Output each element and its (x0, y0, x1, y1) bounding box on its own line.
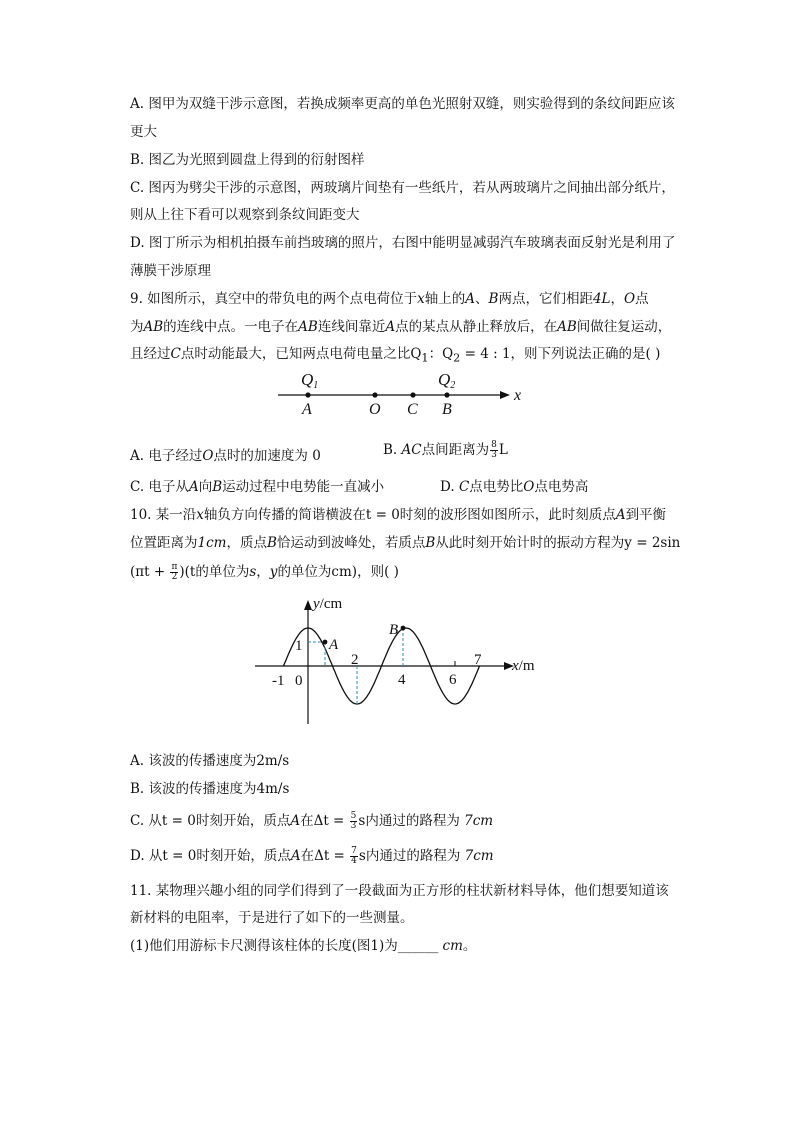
fraction-5-3: $\frac{5}{3}$ (350, 811, 357, 831)
q10-wave-figure (250, 592, 550, 727)
wave-y-arrow (304, 600, 312, 610)
q10-stem-line2: 位置距离为1cm，质点B恰运动到波峰处，若质点B从此时刻开始计时的振动方程为y = 2sin (130, 535, 681, 551)
label-c: C (407, 401, 418, 418)
q8-option-a-line2: 更大 (130, 124, 157, 140)
point-a-dot (305, 392, 310, 397)
label-1: 1 (295, 638, 303, 654)
q9-stem-line1: 9. 如图所示，真空中的带负电的两个点电荷位于x轴上的A、B两点，它们相距4L，O点 (130, 291, 649, 307)
label-6: 6 (449, 672, 457, 688)
label-4: 4 (398, 672, 406, 688)
q8-option-c-line2: 则从上往下看可以观察到条纹间距变大 (130, 207, 360, 223)
q11-stem-line1: 11. 某物理兴趣小组的同学们得到了一段截面为正方形的柱状新材料导体，他们想要知道该 (130, 883, 669, 899)
point-a-dot (323, 640, 328, 645)
label-q2: Q2 (438, 370, 456, 391)
q8-option-d-line2: 薄膜干涉原理 (130, 263, 211, 279)
q8-option-d-line1: D. 图丁所示为相机拍摄车前挡玻璃的照片，右图中能明显减弱汽车玻璃表面反射光是利用了 (130, 235, 676, 251)
q9-stem-line2: 为AB的连线中点。一电子在AB连线间靠近A点的某点从静止释放后，在AB间做往复运动， (130, 319, 672, 335)
fraction-8-3: $\frac{8}{3}$ (491, 440, 497, 460)
q10-stem-line1: 10. 某一沿x轴负方向传播的简谐横波在t = 0时刻的波形图如图所示，此时刻质点A到平衡 (130, 507, 667, 523)
q11-part1: (1)他们用游标卡尺测得该柱体的长度(图1)为______ cm。 (130, 938, 477, 954)
label-0: 0 (295, 673, 303, 689)
label-a: A (302, 401, 312, 418)
label-2: 2 (351, 652, 359, 668)
label-o: O (369, 401, 381, 418)
point-c-dot (410, 392, 415, 397)
point-b-dot (401, 626, 406, 631)
point-o-dot (372, 392, 377, 397)
q8-option-b: B. 图乙为光照到圆盘上得到的衍射图样 (130, 152, 365, 168)
fraction-pi-2: $\frac{\pi}{2}$ (171, 562, 178, 582)
q9-option-a: A. 电子经过O点时的加速度为 0 (130, 448, 321, 464)
x-axis-arrow (500, 391, 510, 399)
q10-option-d: D. 从t = 0时刻开始，质点A在Δt = $\frac{7}{4}$ s内通过的路程为 7cm (130, 846, 494, 866)
label-7: 7 (474, 652, 482, 668)
x-axis-label: x/m (512, 658, 535, 674)
q10-option-c: C. 从t = 0时刻开始，质点A在Δt = $\frac{5}{3}$ s内通过的路程为 7cm (130, 811, 494, 831)
q10-option-a: A. 该波的传播速度为2m/s (130, 753, 290, 769)
y-axis-label: y/cm (313, 596, 343, 612)
q8-option-a-line1: A. 图甲为双缝干涉示意图，若换成频率更高的单色光照射双缝，则实验得到的条纹间距应该 (130, 96, 675, 112)
label-minus1: -1 (272, 673, 285, 689)
label-b: B (442, 401, 452, 418)
q11-stem-line2: 新材料的电阻率，于是进行了如下的一些测量。 (130, 910, 414, 926)
q9-charge-figure (270, 365, 530, 420)
q9-stem-line3: 且经过C点时动能最大，已知两点电荷电量之比$Q_1$：$Q_2 = 4$ : 1，则下列说法正确的是( ) (130, 346, 661, 365)
answer-blank[interactable]: ______ (397, 938, 439, 954)
label-point-b: B (389, 622, 399, 638)
q10-option-b: B. 该波的传播速度为4m/s (130, 781, 290, 797)
q9-option-c: C. 电子从A向B运动过程中电势能一直减小 (130, 479, 385, 495)
label-q1: Q1 (301, 370, 319, 391)
q9-option-d: D. C点电势比O点电势高 (440, 479, 589, 495)
label-point-a: A (329, 637, 339, 653)
q8-option-c-line1: C. 图丙为劈尖干涉的示意图，两玻璃片间垫有一些纸片，若从两玻璃片之间抽出部分纸片， (130, 180, 675, 196)
q10-stem-line3: (πt + $\frac{\pi}{2}$ )(t的单位为s，y的单位为cm)，则( ) (130, 562, 399, 582)
point-b-dot (444, 392, 449, 397)
fraction-7-4: $\frac{7}{4}$ (351, 846, 357, 866)
q9-option-b: B. AC点间距离为 $\frac{8}{3}$ L (383, 440, 508, 460)
label-x: x (514, 387, 522, 404)
